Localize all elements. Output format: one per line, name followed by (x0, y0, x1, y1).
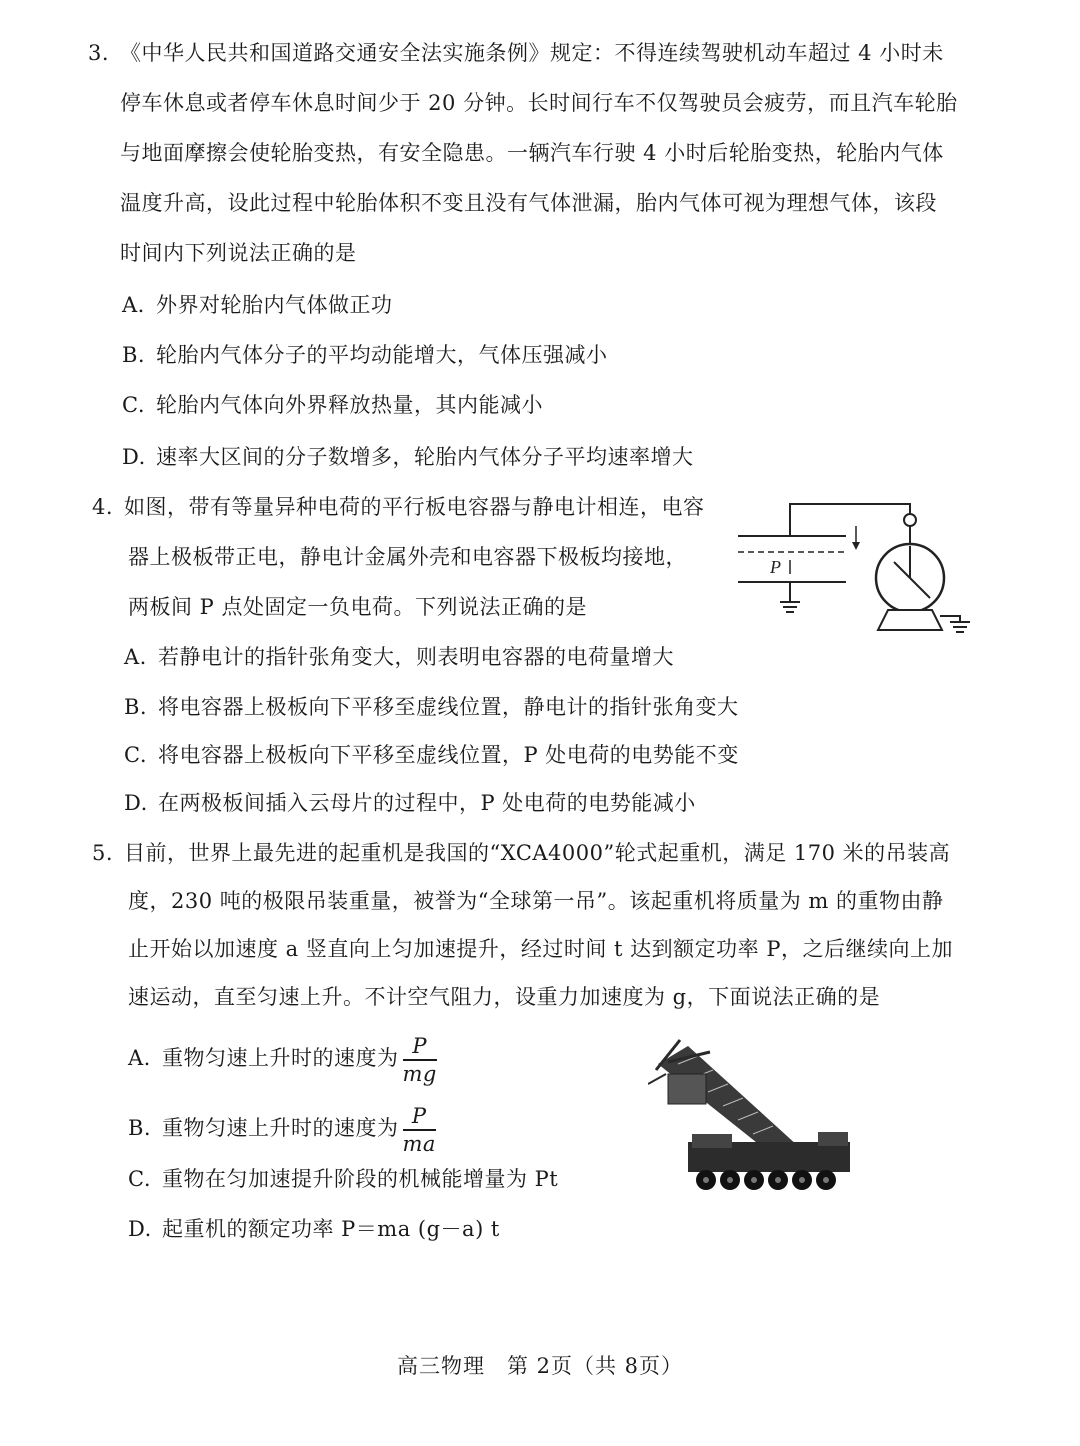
q4-number: 4. (92, 495, 114, 519)
q5-number: 5. (92, 841, 114, 865)
option-letter: A. (124, 645, 147, 669)
option-letter: C. (124, 743, 147, 767)
q3-number: 3. (88, 41, 110, 65)
q3-option-d: D. 速率大区间的分子数增多，轮胎内气体分子平均速率增大 (122, 442, 694, 472)
option-letter: B. (122, 343, 146, 367)
q4-option-b: B. 将电容器上极板向下平移至虚线位置，静电计的指针张角变大 (124, 692, 739, 722)
q3-line-3: 与地面摩擦会使轮胎变热，有安全隐患。一辆汽车行驶 4 小时后轮胎变热，轮胎内气体 (120, 141, 944, 165)
q4-line-2: 器上极板带正电，静电计金属外壳和电容器下极板均接地， (128, 545, 687, 569)
q3-line-5: 时间内下列说法正确的是 (120, 241, 357, 265)
q5-line-1: 5. 目前，世界上最先进的起重机是我国的“XCA4000”轮式起重机，满足 170 米的吊装高 (92, 838, 950, 868)
q4-option-a: A. 若静电计的指针张角变大，则表明电容器的电荷量增大 (124, 642, 674, 672)
q3-option-c: C. 轮胎内气体向外界释放热量，其内能减小 (122, 390, 543, 420)
q3-option-b: B. 轮胎内气体分子的平均动能增大，气体压强减小 (122, 340, 608, 370)
option-letter: B. (124, 695, 148, 719)
option-letter: C. (122, 393, 145, 417)
option-letter: D. (128, 1217, 152, 1241)
q5-option-a: A. 重物匀速上升时的速度为 $\frac{P}{mg}$ (128, 1030, 437, 1087)
q3-line-4: 温度升高，设此过程中轮胎体积不变且没有气体泄漏，胎内气体可视为理想气体，该段 (120, 191, 937, 215)
q4-line-3: 两板间 P 点处固定一负电荷。下列说法正确的是 (128, 595, 587, 619)
q3-line-1: 3. 《中华人民共和国道路交通安全法实施条例》规定：不得连续驾驶机动车超过 4 小时未 (88, 38, 944, 68)
q5-option-c: C. 重物在匀加速提升阶段的机械能增量为 Pt (128, 1164, 558, 1194)
electrometer-knob (904, 514, 916, 526)
option-letter: A. (122, 293, 145, 317)
option-letter: A. (128, 1046, 151, 1070)
q5-option-b: B. 重物匀速上升时的速度为 $\frac{P}{ma}$ (128, 1100, 436, 1157)
option-letter: D. (122, 445, 146, 469)
q3-option-a: A. 外界对轮胎内气体做正功 (122, 290, 393, 320)
q5-option-d: D. 起重机的额定功率 P＝ma (g－a) t (128, 1214, 500, 1244)
q5-line-2: 度，230 吨的极限吊装重量，被誉为“全球第一吊”。该起重机将质量为 m 的重物由静 (128, 889, 944, 913)
fraction: $\frac{P}{ma}$ (402, 1103, 436, 1156)
option-letter: B. (128, 1116, 152, 1140)
q5-line-4: 速运动，直至匀速上升。不计空气阻力，设重力加速度为 g，下面说法正确的是 (128, 985, 881, 1009)
point-p-label: P (770, 557, 781, 577)
crane-image (648, 1034, 858, 1204)
page-footer: 高三物理 第 2页（共 8页） (396, 1354, 684, 1378)
fraction: $\frac{P}{mg}$ (402, 1033, 437, 1086)
q4-option-d: D. 在两极板间插入云母片的过程中，P 处电荷的电势能减小 (124, 788, 696, 818)
q4-line-1: 4. 如图，带有等量异种电荷的平行板电容器与静电计相连，电容 (92, 492, 705, 522)
connecting-wire (790, 504, 910, 536)
option-letter: D. (124, 791, 148, 815)
capacitor-electrometer-diagram (728, 498, 978, 638)
q3-line-2: 停车休息或者停车休息时间少于 20 分钟。长时间行车不仅驾驶员会疲劳，而且汽车轮胎 (120, 91, 958, 115)
electrometer-base (878, 610, 942, 630)
q4-option-c: C. 将电容器上极板向下平移至虚线位置，P 处电荷的电势能不变 (124, 740, 739, 770)
option-letter: C. (128, 1167, 151, 1191)
q5-line-3: 止开始以加速度 a 竖直向上匀加速提升，经过时间 t 达到额定功率 P，之后继续向上加 (128, 937, 953, 961)
